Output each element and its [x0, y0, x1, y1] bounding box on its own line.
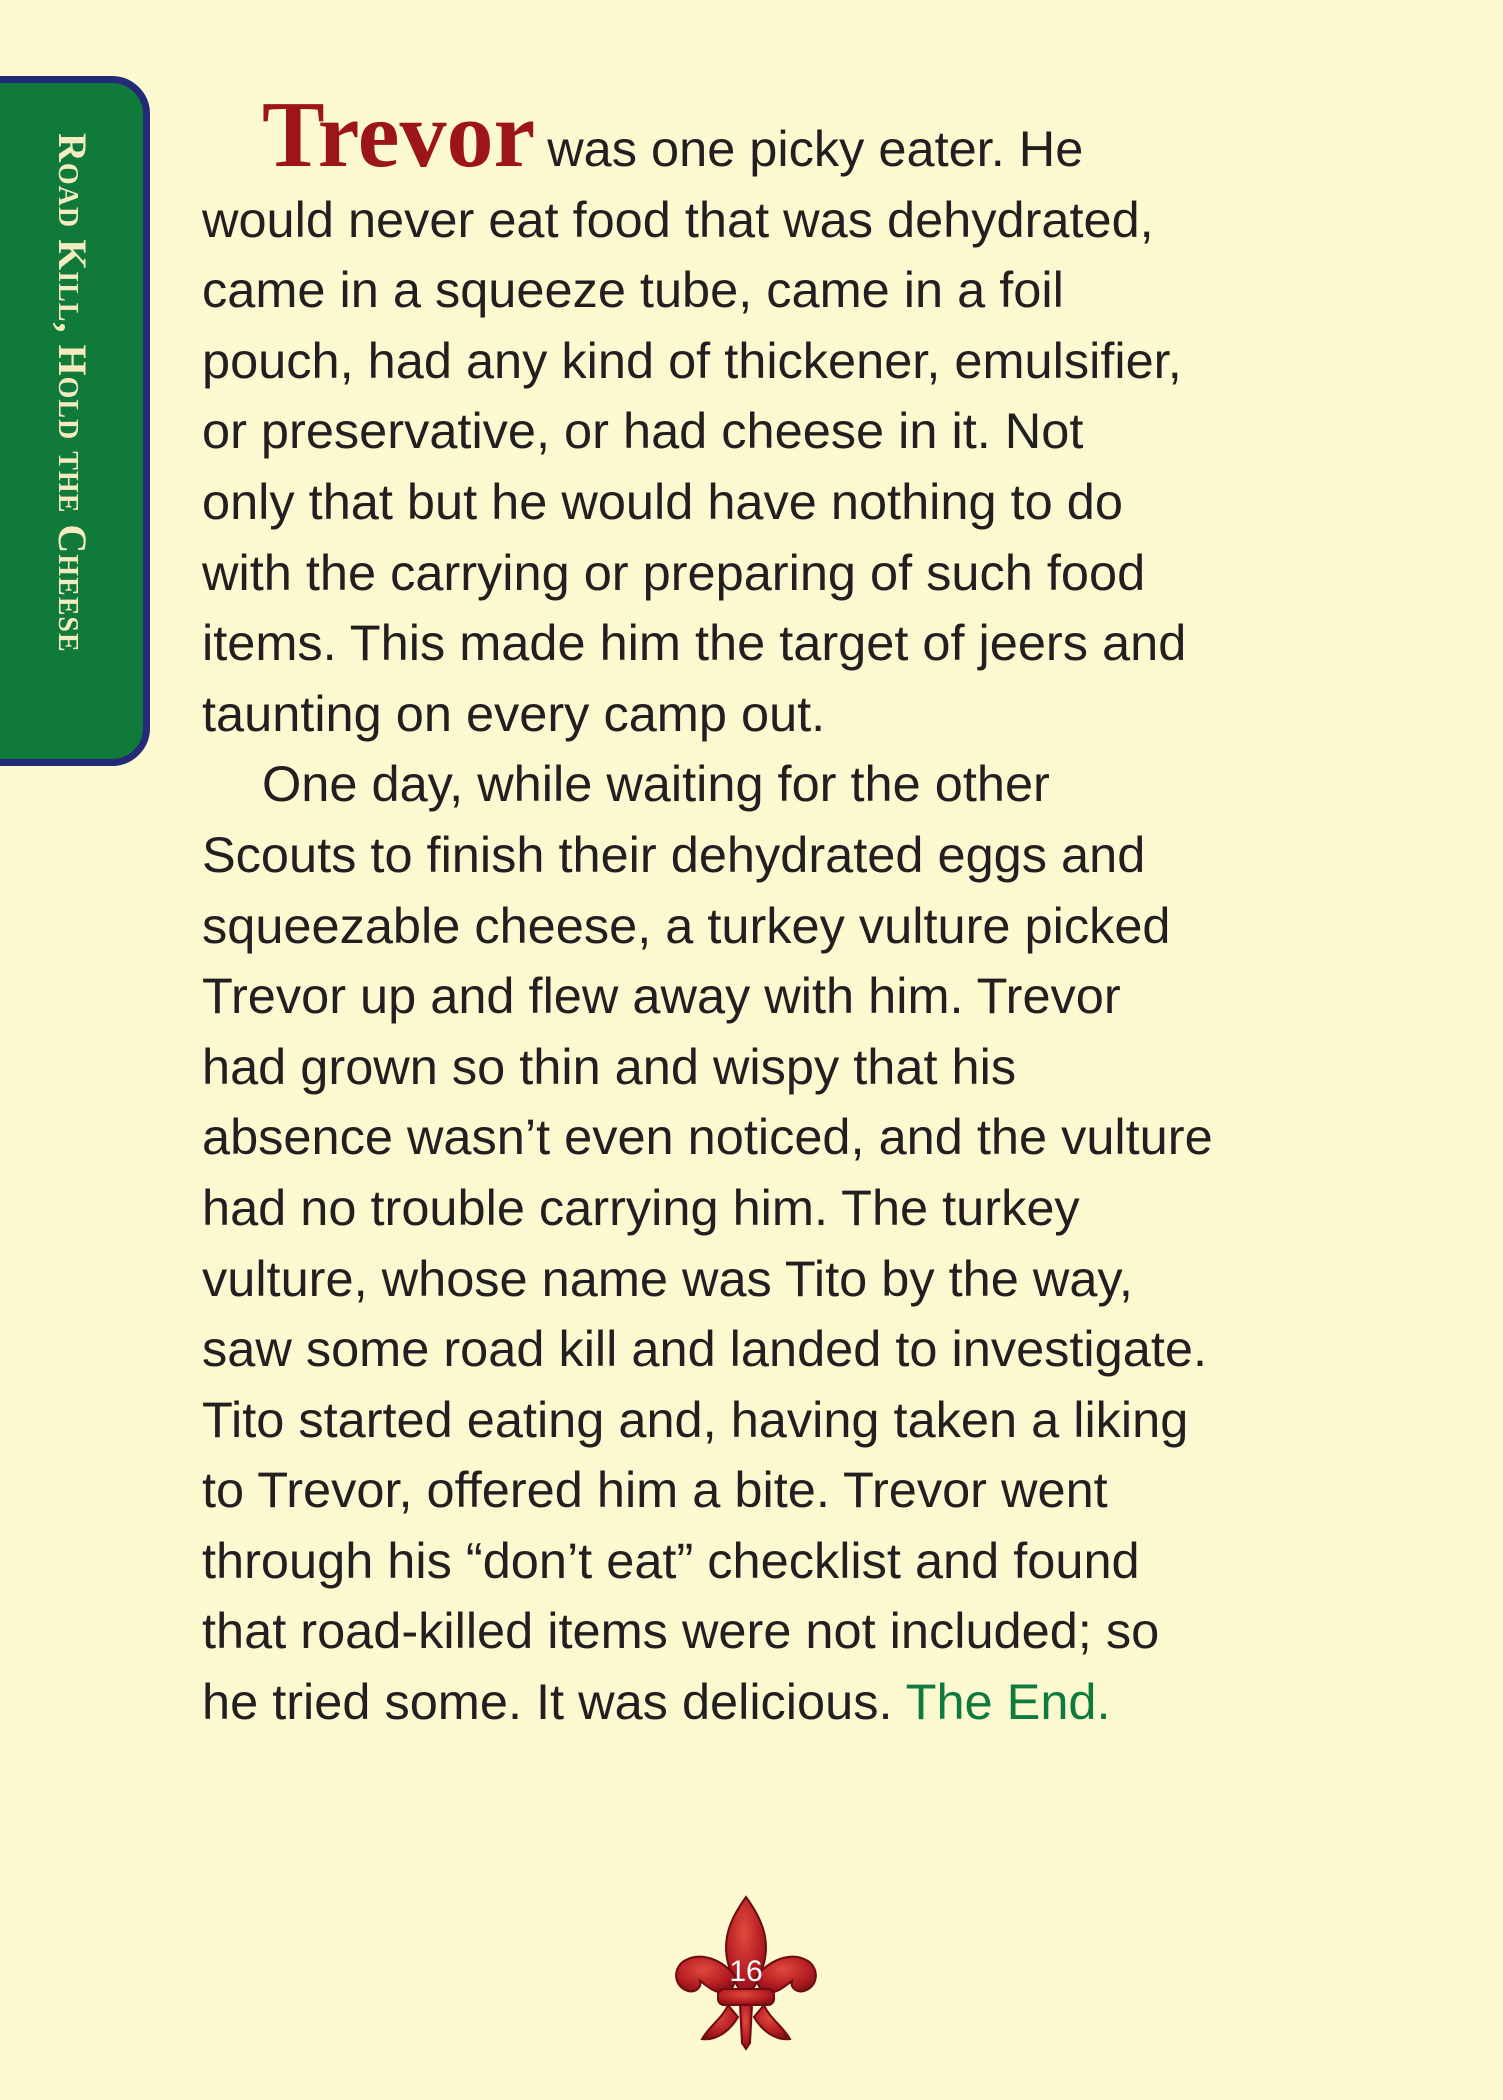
story-line: taunting on every camp out.	[202, 684, 826, 742]
story-line: with the carrying or preparing of such food	[202, 543, 1146, 601]
paragraph-1	[202, 83, 1382, 749]
story-line: had grown so thin and wispy that his	[202, 1037, 1017, 1095]
story-line: only that but he would have nothing to do	[202, 472, 1123, 530]
story-line: he tried some. It was delicious.	[202, 1673, 893, 1731]
story-line: Tito started eating and, having taken a liking	[202, 1390, 1189, 1448]
story-line: came in a squeeze tube, came in a foil	[202, 261, 1064, 319]
story-line: was one picky eater. He	[547, 120, 1084, 177]
the-end-text: The End.	[905, 1673, 1111, 1731]
story-line: that road-killed items were not included; so	[202, 1602, 1160, 1660]
story-text	[202, 83, 1382, 1738]
story-line: pouch, had any kind of thickener, emulsifier,	[202, 331, 1182, 389]
story-line: Scouts to finish their dehydrated eggs and	[202, 825, 1146, 883]
story-line: items. This made him the target of jeers and	[202, 614, 1187, 672]
story-line: Trevor up and flew away with him. Trevor	[202, 967, 1121, 1025]
story-line: squeezable cheese, a turkey vulture picked	[202, 896, 1171, 954]
page-number: 16	[729, 1955, 763, 1988]
story-line: One day, while waiting for the other	[262, 755, 1050, 813]
lead-name: Trevor	[262, 83, 536, 187]
story-line: through his “don’t eat” checklist and found	[202, 1531, 1140, 1589]
story-line: would never eat food that was dehydrated,	[202, 190, 1154, 248]
chapter-title: Road Kill, Hold the Cheese	[50, 133, 95, 653]
story-line: had no trouble carrying him. The turkey	[202, 1178, 1080, 1236]
chapter-side-tab	[0, 76, 150, 766]
story-line: saw some road kill and landed to investigate.	[202, 1320, 1207, 1378]
story-line: to Trevor, offered him a bite. Trevor went	[202, 1461, 1108, 1519]
story-line: absence wasn’t even noticed, and the vulture	[202, 1108, 1213, 1166]
story-line: vulture, whose name was Tito by the way,	[202, 1249, 1133, 1307]
story-line: or preservative, or had cheese in it. Not	[202, 402, 1084, 460]
paragraph-2	[202, 749, 1382, 1737]
